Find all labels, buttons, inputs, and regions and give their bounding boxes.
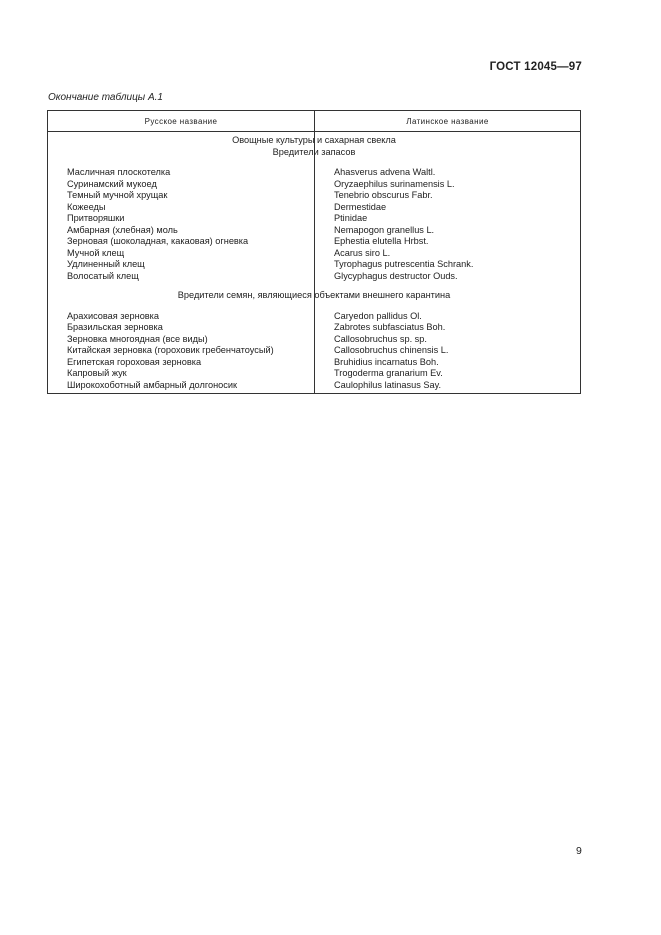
russian-name: Зерновая (шоколадная, какаовая) огневка (67, 236, 249, 246)
table-row (48, 322, 580, 334)
latin-name: Ephestia elutella Hrbst. (334, 236, 429, 246)
russian-name: Бразильская зерновка (67, 322, 163, 332)
document-code: ГОСТ 12045—97 (489, 61, 582, 73)
table-row (48, 368, 580, 380)
page-number: 9 (576, 845, 582, 857)
section-quarantine (48, 290, 580, 391)
table-row (48, 345, 580, 357)
russian-name: Арахисовая зерновка (67, 310, 160, 321)
russian-name: Масличная плоскотелка (67, 167, 171, 177)
section-title: Овощные культуры и сахарная свекла (232, 135, 396, 145)
section-title: Вредители семян, являющиеся объектами внешнего карантина (177, 290, 451, 300)
table-header (48, 111, 580, 132)
table-row (48, 380, 580, 392)
russian-name: Зерновка многоядная (все виды) (67, 333, 208, 344)
species-table (47, 110, 581, 394)
latin-name: Caulophilus latinasus Say. (334, 379, 442, 390)
column-header-russian: Русское название (48, 111, 315, 131)
russian-name: Широкохоботный амбарный долгоносик (67, 379, 238, 390)
table-row (48, 213, 580, 225)
table-row (48, 236, 580, 248)
latin-name: Tenebrio obscurus Fabr. (334, 190, 433, 200)
latin-name: Glycyphagus destructor Ouds. (334, 270, 458, 281)
section-rows (48, 167, 580, 282)
latin-name: Ptinidae (334, 213, 368, 223)
latin-name: Dermestidae (334, 201, 387, 212)
table-row (48, 202, 580, 214)
section-subtitle: Вредители запасов (272, 146, 356, 157)
table-row (48, 167, 580, 179)
russian-name: Суринамский мукоед (67, 178, 157, 189)
russian-name: Темный мучной хрущак (67, 190, 168, 200)
column-header-latin: Латинское название (406, 116, 489, 126)
latin-name: Bruhidius incarnatus Boh. (334, 356, 439, 367)
russian-name: Удлиненный клещ (67, 259, 145, 269)
latin-name: Oryzaephilus surinamensis L. (334, 178, 455, 189)
russian-name: Амбарная (хлебная) моль (67, 224, 178, 235)
table-row (48, 225, 580, 237)
section-vegetables (48, 135, 580, 282)
russian-name: Египетская гороховая зерновка (67, 356, 202, 367)
latin-name: Acarus siro L. (334, 247, 391, 258)
latin-name: Ahasverus advena Waltl. (334, 167, 436, 177)
latin-name: Callosobruchus sp. sp. (334, 333, 427, 344)
latin-name: Zabrotes subfasciatus Boh. (334, 322, 446, 332)
table-row (48, 248, 580, 260)
russian-name: Капровый жук (67, 368, 127, 378)
section-rows (48, 311, 580, 392)
table-row (48, 357, 580, 369)
latin-name: Caryedon pallidus Ol. (334, 310, 422, 321)
table-row (48, 179, 580, 191)
russian-name: Китайская зерновка (гороховик гребенчатоусый) (67, 345, 274, 355)
latin-name: Tyrophagus putrescentia Schrank. (334, 259, 474, 269)
table-row (48, 190, 580, 202)
latin-name: Nemapogon granellus L. (334, 224, 435, 235)
table-row (48, 271, 580, 283)
table-caption: Окончание таблицы А.1 (48, 92, 163, 103)
russian-name: Притворяшки (67, 213, 125, 223)
latin-name: Callosobruchus chinensis L. (334, 345, 449, 355)
russian-name: Волосатый клещ (67, 270, 139, 281)
table-row (48, 259, 580, 271)
table-row (48, 334, 580, 346)
russian-name: Кожееды (67, 201, 106, 212)
table-row (48, 311, 580, 323)
russian-name: Мучной клещ (67, 247, 125, 258)
latin-name: Trogoderma granarium Ev. (334, 368, 443, 378)
